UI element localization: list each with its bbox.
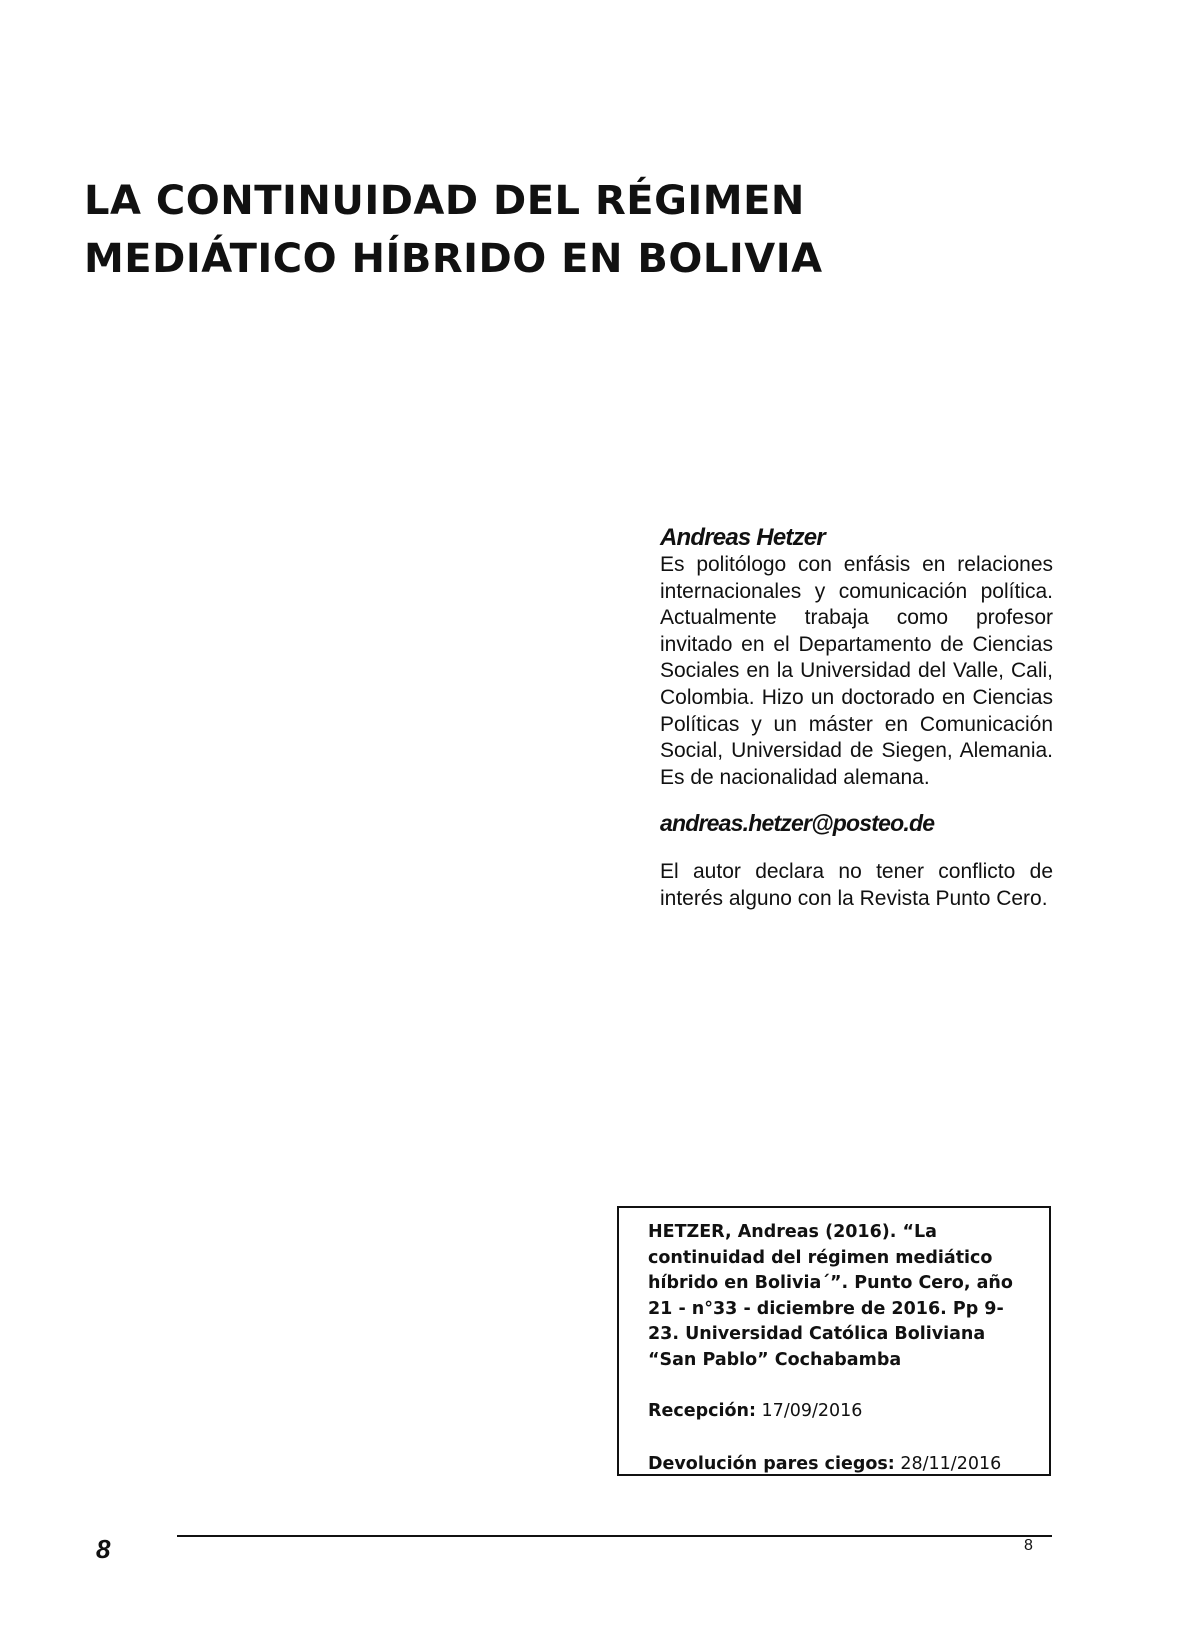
review-label: Devolución pares ciegos: (648, 1454, 895, 1474)
conflict-statement: El autor declara no tener conflicto de interés alguno con la Revista Punto Cero. (660, 860, 1053, 910)
review-line (648, 1452, 1021, 1476)
author-bio: Es politólogo con enfásis en relaciones internacionales y comunicación política. Actualmente trabaja como profesor invitado en el Departamento de Ciencias Sociales en la Universidad del Valle, Cali, Colombia. Hizo un doctorado en Ciencias Políticas y un máster en Comunicación Social, Universidad de Siegen, Alemania. Es de nacionalidad alemana. (660, 553, 1053, 789)
reception-label: Recepción: (648, 1401, 756, 1421)
review-date: 28/11/2016 (900, 1454, 1002, 1474)
citation-box (617, 1206, 1051, 1476)
reception-line (648, 1399, 1021, 1423)
reception-date: 17/09/2016 (761, 1401, 863, 1421)
title-line-1: LA CONTINUIDAD DEL RÉGIMEN (84, 178, 805, 224)
author-name: Andreas Hetzer (660, 524, 825, 551)
title-line-2: MEDIÁTICO HÍBRIDO EN BOLIVIA (84, 236, 823, 282)
page-number-right: 8 (1024, 1537, 1033, 1554)
article-title (84, 172, 984, 288)
author-email[interactable]: andreas.hetzer@posteo.de (660, 810, 935, 837)
page-number-left: 8 (96, 1534, 111, 1564)
footer-divider (177, 1535, 1052, 1537)
citation-text: HETZER, Andreas (2016). “La continuidad del régimen mediático híbrido en Bolivia´”. Punto Cero, año 21 - n°33 - diciembre de 2016. Pp 9-23. Universidad Católica Boliviana “San Pablo” Cochabamba (648, 1222, 1013, 1370)
author-info (660, 524, 1053, 913)
